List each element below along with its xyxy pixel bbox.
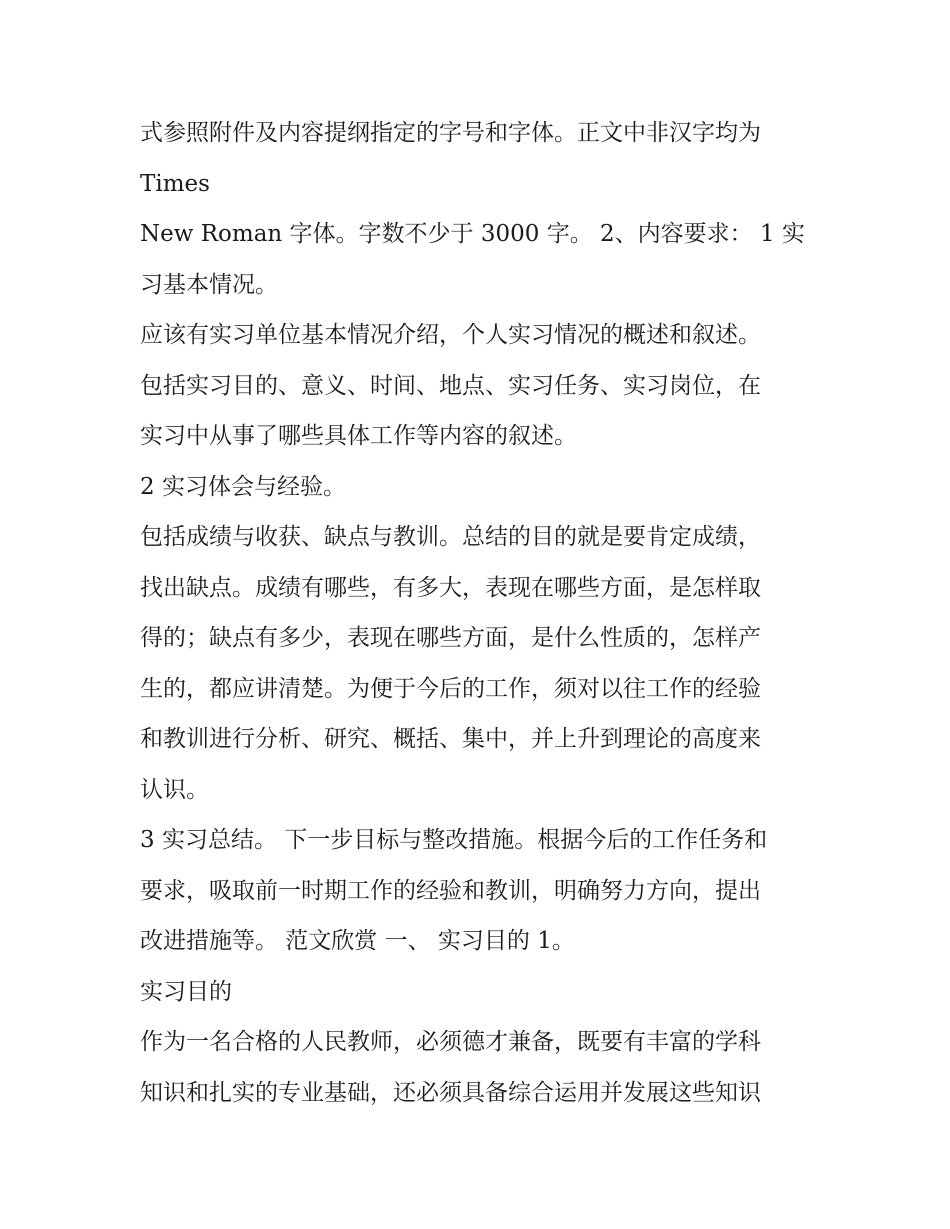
text-line: 包括实习目的、意义、时间、地点、实习任务、实习岗位，在 bbox=[140, 372, 761, 399]
text-line: 作为一名合格的人民教师，必须德才兼备，既要有丰富的学科 bbox=[140, 1029, 761, 1055]
text-line: 得的；缺点有多少，表现在哪些方面，是什么性质的，怎样产 bbox=[140, 625, 761, 651]
text-line: 2 实习体会与经验。 bbox=[140, 473, 346, 500]
text-line: 改进措施等。 范文欣赏 一、 实习目的 1。 bbox=[140, 928, 575, 954]
text-line: 知识和扎实的专业基础，还必须具备综合运用并发展这些知识 bbox=[140, 1079, 761, 1106]
text-line: 应该有实习单位基本情况介绍，个人实习情况的概述和叙述。 bbox=[140, 322, 761, 348]
text-line: 式参照附件及内容提纲指定的字号和字体。正文中非汉字均为 bbox=[140, 120, 761, 146]
document-body bbox=[140, 108, 830, 1118]
text-line: 包括成绩与收获、缺点与教训。总结的目的就是要肯定成绩， bbox=[140, 524, 761, 550]
section-heading: 实习目的 bbox=[140, 978, 232, 1005]
text-line: New Roman 字体。字数不少于 3000 字。 2、内容要求： 1 实 bbox=[140, 221, 805, 247]
text-line: 实习中从事了哪些具体工作等内容的叙述。 bbox=[140, 423, 577, 449]
text-line: 找出缺点。成绩有哪些，有多大，表现在哪些方面，是怎样取 bbox=[140, 574, 761, 601]
text-line: 3 实习总结。 下一步目标与整改措施。根据今后的工作任务和 bbox=[140, 827, 768, 853]
text-line: 习基本情况。 bbox=[140, 271, 278, 298]
text-line: 生的，都应讲清楚。为便于今后的工作，须对以往工作的经验 bbox=[140, 675, 761, 702]
text-line: 认识。 bbox=[140, 776, 209, 803]
text-line: 要求，吸取前一时期工作的经验和教训，明确努力方向，提出 bbox=[140, 877, 761, 904]
text-line: Times bbox=[140, 170, 210, 197]
text-line: 和教训进行分析、研究、概括、集中，并上升到理论的高度来 bbox=[140, 726, 761, 752]
